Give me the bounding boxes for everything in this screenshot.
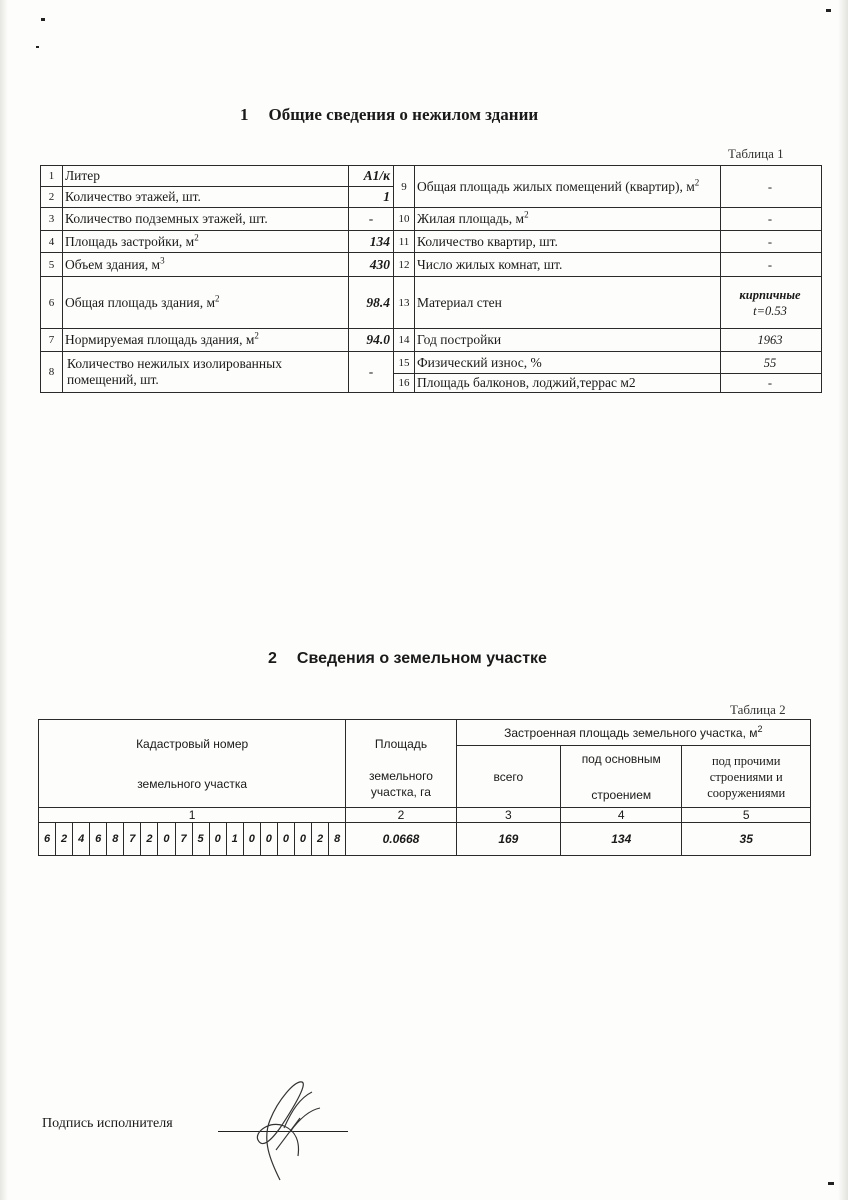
main-building-header: под основным строением	[561, 746, 682, 808]
cadastral-digit: 6	[90, 823, 107, 856]
row-label: Количество подземных этажей, шт.	[63, 208, 349, 231]
cadastral-digit: 2	[141, 823, 158, 856]
cadastral-digit: 0	[209, 823, 226, 856]
table-header-row	[39, 720, 811, 746]
row-label: Объем здания, $м^3$	[63, 253, 349, 277]
row-label: Площадь балконов, лоджий,террас м2	[415, 374, 721, 393]
row-label: Нормируемая площадь здания, $м^2$	[63, 329, 349, 352]
column-number: 1	[39, 808, 346, 823]
cadastral-digit: 4	[73, 823, 90, 856]
scan-speck	[41, 18, 45, 21]
section2-title	[268, 650, 547, 668]
row-label: Физический износ, %	[415, 352, 721, 374]
row-number: 14	[394, 329, 415, 352]
main-building-value: 134	[561, 823, 682, 856]
other-buildings-header: под прочими строениями и сооружениями	[682, 746, 811, 808]
row-number: 8	[41, 352, 63, 393]
table-row	[41, 329, 822, 352]
cadastral-digit: 8	[107, 823, 124, 856]
row-number: 12	[394, 253, 415, 277]
row-number: 7	[41, 329, 63, 352]
row-value: -	[349, 208, 394, 231]
row-value: -	[721, 166, 822, 208]
row-value: -	[721, 231, 822, 253]
table1-caption: Таблица 1	[728, 146, 784, 161]
row-value: 94.0	[349, 329, 394, 352]
row-value: -	[349, 352, 394, 393]
row-value: -	[721, 208, 822, 231]
row-value: 98.4	[349, 277, 394, 329]
cadastral-digit: 2	[312, 823, 329, 856]
cadastral-digit: 5	[192, 823, 209, 856]
row-number: 3	[41, 208, 63, 231]
scan-edge-right	[838, 0, 848, 1200]
row-value: 430	[349, 253, 394, 277]
row-label: Количество квартир, шт.	[415, 231, 721, 253]
row-label: Площадь застройки, $м^2$	[63, 231, 349, 253]
table-row	[39, 823, 811, 856]
cadastral-digit: 0	[158, 823, 175, 856]
section1-title	[240, 105, 538, 125]
row-label: Литер	[63, 166, 349, 187]
row-number: 10	[394, 208, 415, 231]
total-header: всего	[456, 746, 560, 808]
scan-speck	[826, 9, 831, 12]
cadastral-digit: 7	[124, 823, 141, 856]
row-label: Жилая площадь, $м^2$	[415, 208, 721, 231]
row-number: 4	[41, 231, 63, 253]
section1-number: 1	[240, 105, 249, 124]
building-info-table	[40, 165, 822, 393]
table-row	[41, 208, 822, 231]
scan-edge-left	[0, 0, 8, 1200]
row-label: Количество этажей, шт.	[63, 187, 349, 208]
row-value: 55	[721, 352, 822, 374]
cadastral-digit: 0	[260, 823, 277, 856]
cadastral-digit: 7	[175, 823, 192, 856]
table-row	[41, 352, 822, 374]
cadastral-digit: 8	[329, 823, 346, 856]
row-number: 5	[41, 253, 63, 277]
column-number: 2	[346, 808, 456, 823]
row-value: 1	[349, 187, 394, 208]
row-number: 1	[41, 166, 63, 187]
signature-label: Подпись исполнителя	[42, 1116, 173, 1131]
row-number: 13	[394, 277, 415, 329]
other-buildings-value: 35	[682, 823, 811, 856]
cadastral-digit: 1	[226, 823, 243, 856]
row-value: -	[721, 374, 822, 393]
row-value: -	[721, 253, 822, 277]
row-number: 2	[41, 187, 63, 208]
row-number: 6	[41, 277, 63, 329]
row-label: Количество нежилых изолированных помещений, шт.	[63, 352, 349, 393]
wall-material-value	[721, 277, 822, 329]
row-label: Общая площадь жилых помещений (квартир), $м^2$	[415, 166, 721, 208]
row-value: 134	[349, 231, 394, 253]
cadastral-digit: 0	[243, 823, 260, 856]
signature-scribble	[240, 1070, 330, 1185]
built-area-header: Застроенная площадь земельного участка, $м^2$	[456, 720, 810, 746]
cadastral-header: Кадастровый номер земельного участка	[39, 720, 346, 808]
row-number: 15	[394, 352, 415, 374]
cadastral-digit: 2	[56, 823, 73, 856]
land-plot-table	[38, 719, 811, 856]
section2-title-text: Сведения о земельном участке	[296, 650, 547, 667]
table-row	[41, 253, 822, 277]
row-label: Год постройки	[415, 329, 721, 352]
row-label: Число жилых комнат, шт.	[415, 253, 721, 277]
row-value: 1963	[721, 329, 822, 352]
cadastral-digit: 6	[39, 823, 56, 856]
row-label: Общая площадь здания, $м^2$	[63, 277, 349, 329]
area-header: Площадь земельного участка, га	[346, 720, 456, 808]
area-value: 0.0668	[346, 823, 456, 856]
section1-title-text: Общие сведения о нежилом здании	[268, 105, 539, 124]
table2-caption: Таблица 2	[730, 702, 786, 717]
table-row	[41, 277, 822, 329]
column-number: 3	[456, 808, 560, 823]
row-label: Материал стен	[415, 277, 721, 329]
cadastral-digit: 0	[277, 823, 294, 856]
row-value: А1/к	[349, 166, 394, 187]
section2-number: 2	[268, 650, 277, 667]
column-number-row	[39, 808, 811, 823]
scan-speck	[828, 1182, 834, 1185]
table-row	[41, 166, 822, 187]
cadastral-digit: 0	[294, 823, 311, 856]
row-number: 11	[394, 231, 415, 253]
row-number: 16	[394, 374, 415, 393]
wall-material-text: кирпичные	[739, 287, 801, 302]
column-number: 5	[682, 808, 811, 823]
column-number: 4	[561, 808, 682, 823]
scan-speck	[36, 46, 39, 48]
row-number: 9	[394, 166, 415, 208]
total-value: 169	[456, 823, 560, 856]
table-row	[41, 231, 822, 253]
wall-thickness-text: t=0.53	[753, 303, 787, 318]
